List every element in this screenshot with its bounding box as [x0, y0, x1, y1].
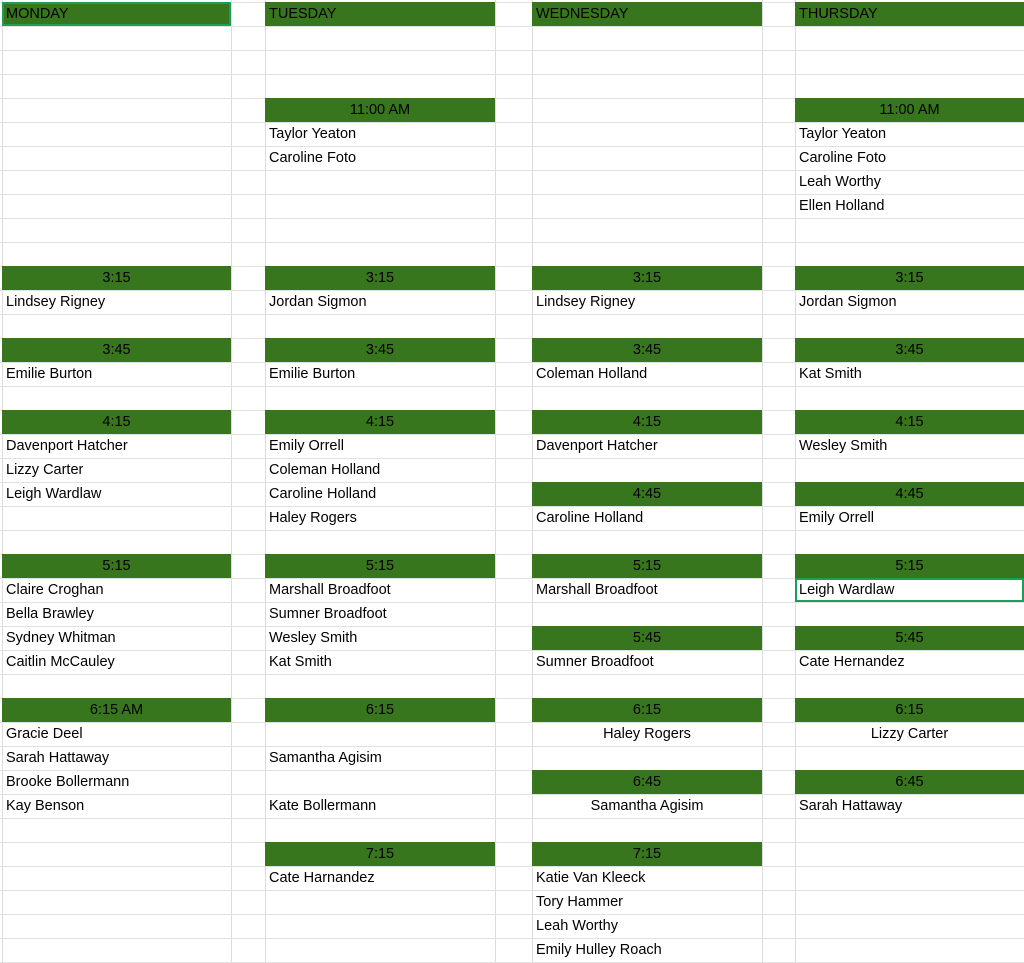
- student-name-cell[interactable]: Taylor Yeaton: [799, 126, 887, 142]
- student-name-cell[interactable]: Lizzy Carter: [6, 462, 84, 478]
- student-name-cell[interactable]: Marshall Broadfoot: [536, 582, 658, 598]
- student-name-cell[interactable]: Gracie Deel: [6, 726, 83, 742]
- row-gridline: [0, 938, 1024, 939]
- student-name-cell[interactable]: Caitlin McCauley: [6, 654, 115, 670]
- row-gridline: [0, 218, 1024, 219]
- row-gridline: [0, 866, 1024, 867]
- student-name-cell[interactable]: Lindsey Rigney: [536, 294, 636, 310]
- student-name-cell[interactable]: Wesley Smith: [269, 630, 358, 646]
- student-name-cell[interactable]: Emily Hulley Roach: [536, 942, 662, 958]
- row-gridline: [0, 674, 1024, 675]
- student-name-cell[interactable]: Marshall Broadfoot: [269, 582, 391, 598]
- student-name-cell[interactable]: Emilie Burton: [6, 366, 93, 382]
- time-slot-header[interactable]: 5:15: [2, 554, 231, 578]
- student-name-cell[interactable]: Caroline Foto: [269, 150, 357, 166]
- time-slot-header[interactable]: 6:45: [795, 770, 1024, 794]
- student-name-cell[interactable]: Caroline Holland: [536, 510, 644, 526]
- student-name-cell[interactable]: Leigh Wardlaw: [6, 486, 102, 502]
- time-slot-header[interactable]: 7:15: [532, 842, 762, 866]
- student-name-cell[interactable]: Davenport Hatcher: [536, 438, 658, 454]
- student-name-cell[interactable]: Tory Hammer: [536, 894, 624, 910]
- student-name-cell[interactable]: Samantha Agisim: [269, 750, 382, 766]
- time-slot-header[interactable]: 5:15: [265, 554, 495, 578]
- student-name-cell[interactable]: Brooke Bollermann: [6, 774, 130, 790]
- time-slot-header[interactable]: 3:15: [532, 266, 762, 290]
- time-slot-header[interactable]: 4:45: [795, 482, 1024, 506]
- student-name-cell[interactable]: Kate Bollermann: [269, 798, 377, 814]
- day-header-wednesday[interactable]: WEDNESDAY: [532, 2, 762, 26]
- time-slot-header[interactable]: 5:15: [532, 554, 762, 578]
- student-name-cell[interactable]: Caroline Holland: [269, 486, 377, 502]
- day-header-monday[interactable]: MONDAY: [2, 2, 231, 26]
- student-name-cell[interactable]: Kat Smith: [269, 654, 332, 670]
- time-slot-header[interactable]: 7:15: [265, 842, 495, 866]
- student-name-cell[interactable]: Samantha Agisim: [590, 798, 704, 814]
- student-name-cell[interactable]: Taylor Yeaton: [269, 126, 357, 142]
- student-name-cell[interactable]: Ellen Holland: [799, 198, 885, 214]
- time-slot-header[interactable]: 3:45: [2, 338, 231, 362]
- student-name-cell[interactable]: Sarah Hattaway: [6, 750, 110, 766]
- student-name-cell[interactable]: Sarah Hattaway: [799, 798, 903, 814]
- student-name-cell[interactable]: Jordan Sigmon: [799, 294, 897, 310]
- day-header-thursday[interactable]: THURSDAY: [795, 2, 1024, 26]
- time-slot-header[interactable]: 4:15: [532, 410, 762, 434]
- time-slot-header[interactable]: 3:15: [2, 266, 231, 290]
- time-slot-header[interactable]: 4:15: [795, 410, 1024, 434]
- student-name-cell[interactable]: Sydney Whitman: [6, 630, 116, 646]
- time-slot-header[interactable]: 6:15: [532, 698, 762, 722]
- time-slot-header[interactable]: 3:45: [265, 338, 495, 362]
- time-slot-header[interactable]: 3:45: [532, 338, 762, 362]
- time-slot-header[interactable]: 3:15: [265, 266, 495, 290]
- student-name-cell[interactable]: Coleman Holland: [269, 462, 381, 478]
- student-name-cell[interactable]: Cate Harnandez: [269, 870, 375, 886]
- student-name-cell[interactable]: Kat Smith: [799, 366, 862, 382]
- row-gridline: [0, 242, 1024, 243]
- student-name-cell[interactable]: Sumner Broadfoot: [269, 606, 387, 622]
- student-name-cell[interactable]: Haley Rogers: [269, 510, 357, 526]
- student-name-cell[interactable]: Wesley Smith: [799, 438, 888, 454]
- student-name-cell[interactable]: Claire Croghan: [6, 582, 104, 598]
- time-slot-header[interactable]: 11:00 AM: [265, 98, 495, 122]
- time-slot-header[interactable]: 6:15 AM: [2, 698, 231, 722]
- row-gridline: [0, 74, 1024, 75]
- time-slot-header[interactable]: 5:45: [532, 626, 762, 650]
- student-name-cell[interactable]: Davenport Hatcher: [6, 438, 128, 454]
- student-name-cell[interactable]: Lizzy Carter: [870, 726, 949, 742]
- row-gridline: [0, 890, 1024, 891]
- time-slot-header[interactable]: 4:15: [2, 410, 231, 434]
- time-slot-header[interactable]: 11:00 AM: [795, 98, 1024, 122]
- time-slot-header[interactable]: 6:15: [795, 698, 1024, 722]
- student-name-cell[interactable]: Cate Hernandez: [799, 654, 905, 670]
- time-slot-header[interactable]: 3:45: [795, 338, 1024, 362]
- time-slot-header[interactable]: 6:45: [532, 770, 762, 794]
- student-name-cell[interactable]: Kay Benson: [6, 798, 85, 814]
- row-gridline: [0, 818, 1024, 819]
- time-slot-header[interactable]: 5:45: [795, 626, 1024, 650]
- student-name-cell[interactable]: Leah Worthy: [799, 174, 881, 190]
- student-name-cell[interactable]: Jordan Sigmon: [269, 294, 367, 310]
- time-slot-header[interactable]: 4:45: [532, 482, 762, 506]
- student-name-cell[interactable]: Leah Worthy: [536, 918, 618, 934]
- time-slot-header[interactable]: 5:15: [795, 554, 1024, 578]
- row-gridline: [0, 914, 1024, 915]
- time-slot-header[interactable]: 3:15: [795, 266, 1024, 290]
- row-gridline: [0, 386, 1024, 387]
- row-gridline: [0, 26, 1024, 27]
- row-gridline: [0, 50, 1024, 51]
- day-header-tuesday[interactable]: TUESDAY: [265, 2, 495, 26]
- student-name-cell[interactable]: Sumner Broadfoot: [536, 654, 654, 670]
- student-name-cell[interactable]: Bella Brawley: [6, 606, 94, 622]
- row-gridline: [0, 530, 1024, 531]
- student-name-cell[interactable]: Emily Orrell: [799, 510, 874, 526]
- student-name-cell[interactable]: Emily Orrell: [269, 438, 344, 454]
- student-name-cell[interactable]: Caroline Foto: [799, 150, 887, 166]
- row-gridline: [0, 314, 1024, 315]
- student-name-cell[interactable]: Leigh Wardlaw: [795, 578, 1024, 602]
- student-name-cell[interactable]: Coleman Holland: [536, 366, 648, 382]
- time-slot-header[interactable]: 6:15: [265, 698, 495, 722]
- time-slot-header[interactable]: 4:15: [265, 410, 495, 434]
- row-gridline: [0, 842, 1024, 843]
- student-name-cell[interactable]: Haley Rogers: [603, 726, 691, 742]
- student-name-cell[interactable]: Lindsey Rigney: [6, 294, 106, 310]
- student-name-cell[interactable]: Emilie Burton: [269, 366, 356, 382]
- student-name-cell[interactable]: Katie Van Kleeck: [536, 870, 646, 886]
